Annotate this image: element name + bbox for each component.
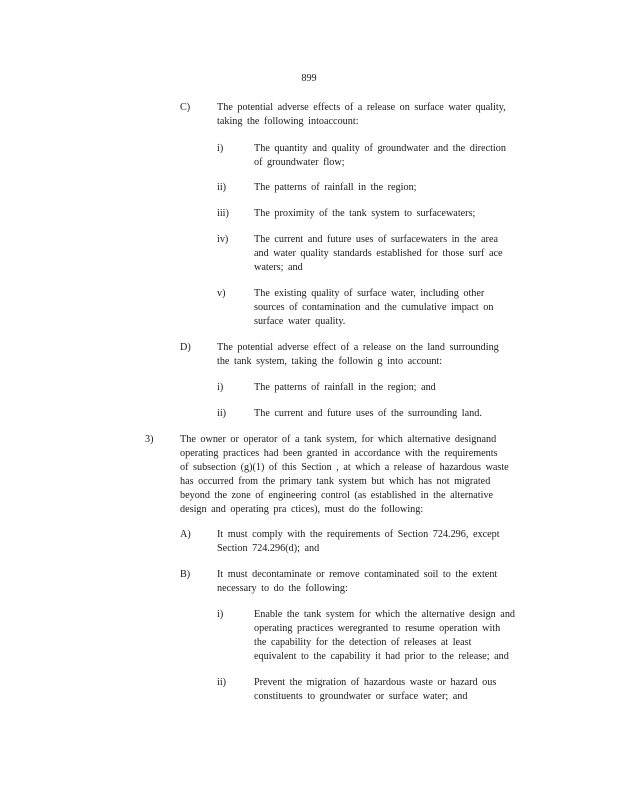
item-marker: D)	[180, 342, 191, 353]
text-line: necessary to do the following:	[217, 583, 348, 594]
text-line: the tank system, taking the followin g into account:	[217, 356, 443, 367]
item-marker: iv)	[217, 234, 229, 245]
text-line: The owner or operator of a tank system, for which alternative designand	[180, 434, 497, 445]
item-marker: i)	[217, 143, 224, 154]
text-line: constituents to groundwater or surface water; and	[254, 691, 468, 702]
paragraph	[254, 287, 530, 329]
paragraph	[217, 341, 530, 369]
text-line: The quantity and quality of groundwater and the direction	[254, 143, 506, 154]
item-marker: iii)	[217, 208, 229, 219]
text-line: The potential adverse effects of a release on surface water quality,	[217, 102, 506, 113]
page-number: 899	[301, 73, 317, 84]
text-line: the capability for the detection of releases at least	[254, 637, 472, 648]
text-line: The potential adverse effect of a release on the land surrounding	[217, 342, 499, 353]
paragraph	[180, 433, 530, 517]
item-marker: ii)	[217, 182, 227, 193]
text-line: Enable the tank system for which the alternative design and	[254, 609, 516, 620]
text-line: The patterns of rainfall in the region; and	[254, 382, 436, 393]
text-line: Section 724.296(d); and	[217, 543, 320, 554]
text-line: taking the following intoaccount:	[217, 116, 359, 127]
text-line: The proximity of the tank system to surfacewaters;	[254, 208, 476, 219]
text-line: of subsection (g)(1) of this Section , at which a release of hazardous waste	[180, 462, 509, 473]
text-line: surface water quality.	[254, 316, 346, 327]
paragraph	[254, 676, 530, 704]
text-line: of groundwater flow;	[254, 157, 345, 168]
item-marker: i)	[217, 609, 224, 620]
item-marker: ii)	[217, 408, 227, 419]
text-line: has occurred from the primary tank system but which has not migrated	[180, 476, 491, 487]
paragraph	[254, 381, 530, 395]
paragraph	[217, 568, 530, 596]
item-marker: C)	[180, 102, 191, 113]
text-line: design and operating pra ctices), must do the following:	[180, 504, 424, 515]
item-marker: B)	[180, 569, 191, 580]
text-line: The existing quality of surface water, including other	[254, 288, 485, 299]
item-marker: v)	[217, 288, 226, 299]
text-line: and water quality standards established for those surf ace	[254, 248, 503, 259]
paragraph	[254, 142, 530, 170]
paragraph	[217, 528, 530, 556]
text-line: sources of contamination and the cumulative impact on	[254, 302, 494, 313]
paragraph	[254, 608, 534, 664]
item-marker: i)	[217, 382, 224, 393]
text-line: operating practices had been granted in accordance with the requirements	[180, 448, 498, 459]
text-line: It must decontaminate or remove contaminated soil to the extent	[217, 569, 498, 580]
paragraph	[217, 101, 530, 129]
text-line: equivalent to the capability it had prior to the release; and	[254, 651, 509, 662]
text-line: operating practices weregranted to resume operation with	[254, 623, 501, 634]
text-line: Prevent the migration of hazardous waste or hazard ous	[254, 677, 497, 688]
item-marker: A)	[180, 529, 191, 540]
item-marker: ii)	[217, 677, 227, 688]
text-line: The patterns of rainfall in the region;	[254, 182, 417, 193]
paragraph	[254, 207, 530, 221]
text-line: It must comply with the requirements of Section 724.296, except	[217, 529, 500, 540]
text-line: beyond the zone of engineering control (as established in the alternative	[180, 490, 494, 501]
text-line: The current and future uses of surfacewaters in the area	[254, 234, 498, 245]
text-line: The current and future uses of the surrounding land.	[254, 408, 482, 419]
text-line: waters; and	[254, 262, 303, 273]
paragraph	[254, 407, 530, 421]
item-marker: 3)	[145, 434, 154, 445]
paragraph	[254, 181, 530, 195]
paragraph	[254, 233, 530, 275]
